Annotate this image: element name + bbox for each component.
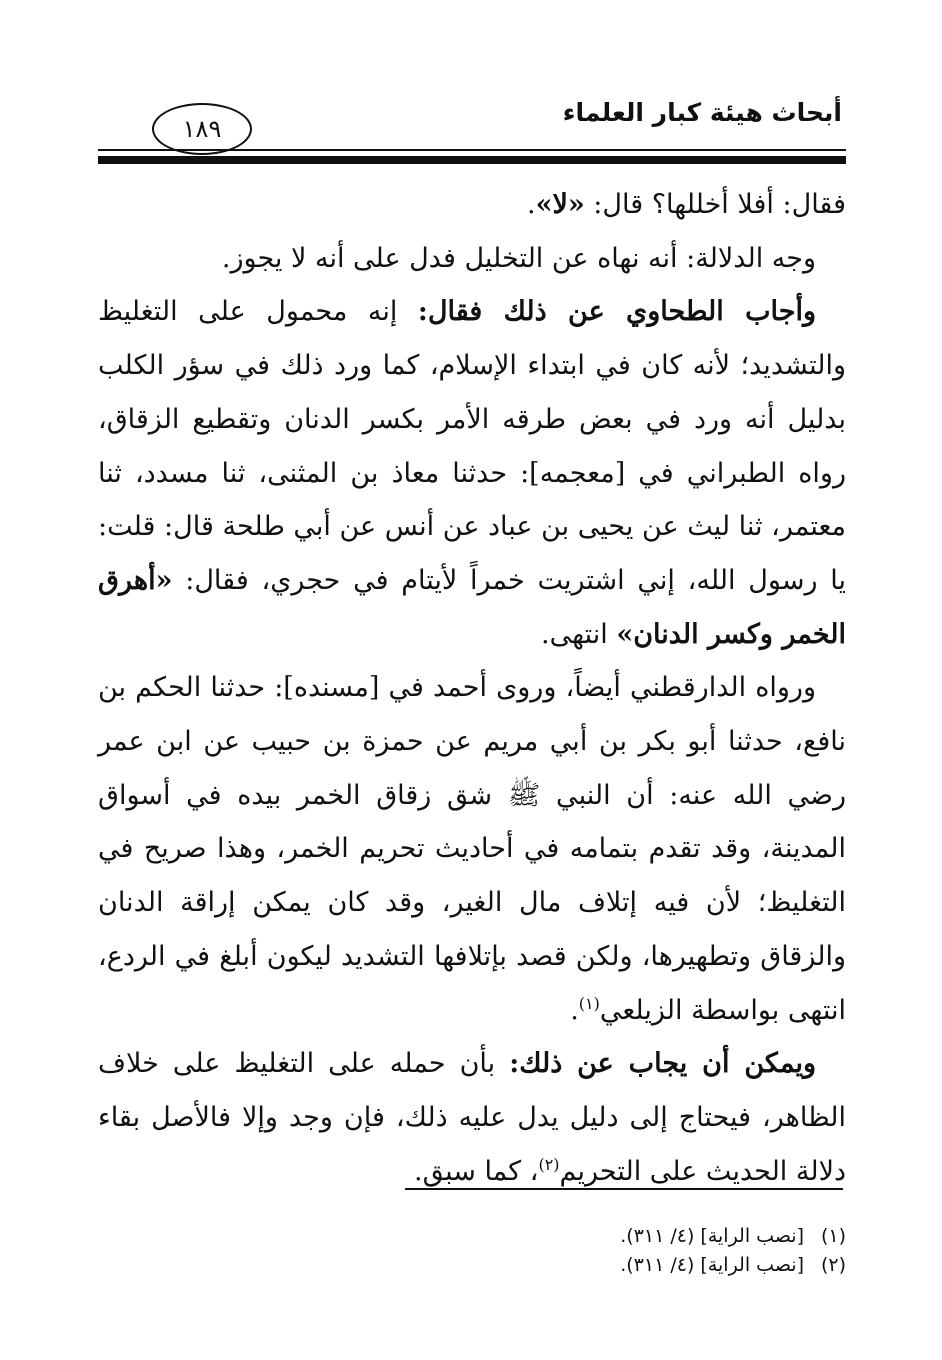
- p1-text-a: فقال: أفلا أخللها؟ قال:: [584, 189, 846, 220]
- footnote-separator: [405, 1188, 843, 1190]
- p3-quote: «أهرق الخمر وكسر الدنان»: [98, 564, 846, 650]
- footnote-2: [446, 1251, 846, 1280]
- footnote-2-number: (٢): [820, 1254, 846, 1276]
- footnotes: [446, 1222, 846, 1280]
- p5-text-b: ، كما سبق.: [413, 1155, 539, 1187]
- p1-text-b: .: [526, 189, 536, 220]
- p1-quote: «لا»: [535, 189, 585, 220]
- page-number-oval: [152, 103, 252, 155]
- footnote-ref-2: (٢): [538, 1154, 560, 1174]
- footnote-1-number: (١): [820, 1225, 846, 1247]
- body-text: [98, 178, 846, 1198]
- footnote-2-text: [نصب الراية] (٤/ ٣١١).: [620, 1254, 804, 1276]
- p5-text-a: بأن حمله على التغليظ على خلاف الظاهر، فيحتاج إلى دليل يدل عليه ذلك، فإن وجد وإلا فالأصل بقاء دلالة الحديث على التحريم: [98, 1048, 846, 1187]
- paragraph-2: وجه الدلالة: أنه نهاه عن التخليل فدل على أنه لا يجوز.: [221, 242, 816, 274]
- p5-lead: ويمكن أن يجاب عن ذلك:: [509, 1048, 816, 1080]
- p3-lead: وأجاب الطحاوي عن ذلك فقال:: [417, 296, 816, 328]
- paragraph-4: [98, 661, 846, 1037]
- paragraph-5: [98, 1037, 846, 1198]
- footnote-1: [446, 1222, 846, 1251]
- footnote-ref-1: (١): [578, 993, 600, 1013]
- header-rule-thin: [98, 149, 846, 151]
- p4-text-b: .: [570, 994, 579, 1026]
- header-rule-thick: [98, 156, 846, 164]
- footnote-1-text: [نصب الراية] (٤/ ٣١١).: [620, 1225, 804, 1247]
- p3-text-b: انتهى.: [541, 618, 617, 650]
- p3-text-a: إنه محمول على التغليظ والتشديد؛ لأنه كان في ابتداء الإسلام، كما ورد ذلك في سؤر الكلب بدليل أنه ورد في بعض طرقه الأمر بكسر الدنان وتقطيع الزقاق، رواه الطبراني في [معجمه]: حدثنا معاذ بن المثنى، ثنا مسدد، ثنا معتمر، ثنا ليث عن يحيى بن عباد عن أنس عن أبي طلحة قال: قلت: يا رسول الله، إني اشتريت خمراً لأيتام في حجري، فقال:: [98, 296, 846, 596]
- page-number: ١٨٩: [182, 115, 222, 143]
- paragraph-1: [98, 178, 846, 232]
- paragraph-3: [98, 285, 846, 661]
- p4-text-a: ورواه الدارقطني أيضاً، وروى أحمد في [مسنده]: حدثنا الحكم بن نافع، حدثنا أبو بكر بن أبي مريم عن حمزة بن حبيب عن ابن عمر رضي الله عنه: أن النبي ﷺ شق زقاق الخمر بيده في أسواق المدينة، وقد تقدم بتمامه في أحاديث تحريم الخمر، وهذا صريح في التغليظ؛ لأن فيه إتلاف مال الغير، وقد كان يمكن إراقة الدنان والزقاق وتطهيرها، ولكن قصد بإتلافها التشديد ليكون أبلغ في الردع، انتهى بواسطة الزيلعي: [98, 672, 846, 1026]
- running-title: أبحاث هيئة كبار العلماء: [562, 98, 842, 127]
